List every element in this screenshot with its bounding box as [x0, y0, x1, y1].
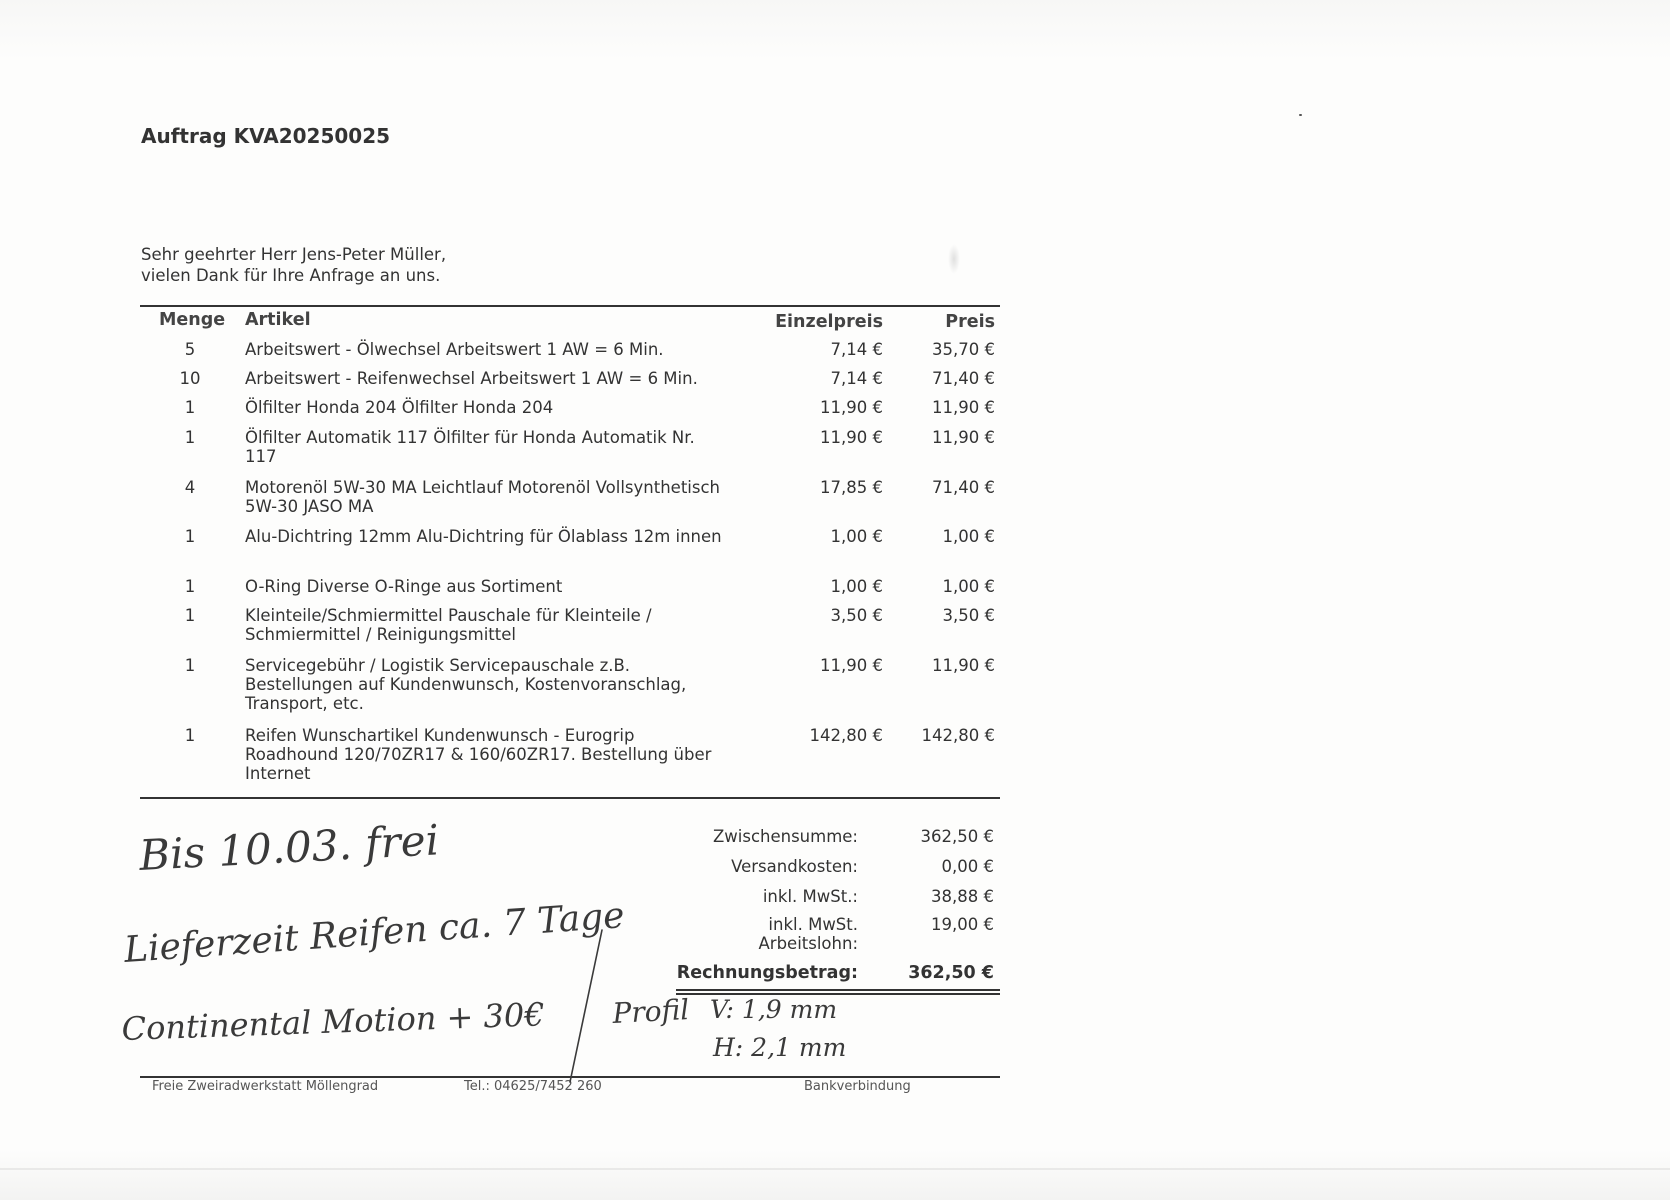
table-row — [140, 606, 1000, 656]
row-unit-price: 11,90 € — [820, 428, 883, 447]
row-unit-price: 11,90 € — [820, 398, 883, 417]
table-row — [140, 478, 1000, 527]
greeting-line-2: vielen Dank für Ihre Anfrage an uns. — [141, 266, 441, 285]
row-unit-price: 1,00 € — [830, 527, 883, 546]
row-price: 11,90 € — [932, 398, 995, 417]
greeting — [141, 244, 446, 286]
table-row — [140, 577, 1000, 606]
row-unit-price: 7,14 € — [830, 340, 883, 359]
row-description: Motorenöl 5W-30 MA Leichtlauf Motorenöl Vollsynthetisch 5W-30 JASO MA — [245, 478, 720, 516]
row-price: 3,50 € — [942, 606, 995, 625]
row-qty: 1 — [184, 527, 196, 546]
vat-label: inkl. MwSt.: — [762, 887, 858, 906]
row-qty: 1 — [184, 428, 196, 447]
handwritten-profile-label: Profil — [611, 993, 690, 1030]
row-unit-price: 3,50 € — [830, 606, 883, 625]
table-row — [140, 726, 1000, 796]
footer-company: Freie Zweiradwerkstatt Möllengrad — [152, 1079, 379, 1094]
row-qty: 1 — [184, 656, 196, 675]
scan-edge — [0, 1168, 1670, 1170]
handwritten-profile-front: V: 1,9 mm — [710, 995, 838, 1024]
table-top-rule — [140, 305, 1000, 307]
total-label: Rechnungsbetrag: — [676, 963, 858, 983]
row-qty: 10 — [179, 369, 201, 388]
row-unit-price: 1,00 € — [830, 577, 883, 596]
vat-value: 38,88 € — [931, 887, 994, 906]
shipping-label: Versandkosten: — [731, 857, 858, 876]
total-value: 362,50 € — [908, 963, 994, 983]
row-price: 71,40 € — [932, 478, 995, 497]
row-unit-price: 7,14 € — [830, 369, 883, 388]
vat-labor-value: 19,00 € — [931, 915, 994, 934]
table-row — [140, 398, 1000, 428]
footer-bank: Bankverbindung — [804, 1079, 911, 1094]
row-description: O-Ring Diverse O-Ringe aus Sortiment — [245, 577, 563, 596]
scan-smudge — [948, 244, 960, 274]
row-description: Kleinteile/Schmiermittel Pauschale für Kleinteile / Schmiermittel / Reinigungsmittel — [245, 606, 652, 644]
row-unit-price: 11,90 € — [820, 656, 883, 675]
handwritten-line-2: Lieferzeit Reifen ca. 7 Tage — [122, 895, 626, 971]
row-description: Arbeitswert - Ölwechsel Arbeitswert 1 AW = 6 Min. — [245, 340, 664, 359]
row-description: Servicegebühr / Logistik Servicepauschale z.B. Bestellungen auf Kundenwunsch, Kostenvoranschlag, Transport, etc. — [245, 656, 687, 713]
row-qty: 1 — [184, 726, 196, 745]
handwritten-profile-rear: H: 2,1 mm — [713, 1033, 847, 1062]
row-price: 1,00 € — [942, 577, 995, 596]
row-qty: 1 — [184, 606, 196, 625]
row-price: 1,00 € — [942, 527, 995, 546]
handwritten-line-3: Continental Motion + 30€ — [120, 995, 546, 1048]
handwritten-divider — [570, 930, 602, 1082]
row-price: 11,90 € — [932, 428, 995, 447]
column-header-qty: Menge — [159, 310, 226, 330]
row-qty: 5 — [184, 340, 196, 359]
scan-speck — [1299, 114, 1302, 116]
subtotal-value: 362,50 € — [920, 827, 994, 846]
row-unit-price: 17,85 € — [820, 478, 883, 497]
row-price: 142,80 € — [921, 726, 995, 745]
row-qty: 1 — [184, 577, 196, 596]
row-description: Alu-Dichtring 12mm Alu-Dichtring für Ölablass 12m innen — [245, 527, 722, 546]
table-row — [140, 340, 1000, 369]
row-qty: 1 — [184, 398, 196, 417]
vat-labor-label: inkl. MwSt. Arbeitslohn: — [758, 915, 858, 953]
footer-phone: Tel.: 04625/7452 260 — [464, 1079, 602, 1094]
table-bottom-rule — [140, 797, 1000, 799]
row-description: Arbeitswert - Reifenwechsel Arbeitswert 1 AW = 6 Min. — [245, 369, 698, 388]
table-row — [140, 527, 1000, 577]
row-description: Ölfilter Honda 204 Ölfilter Honda 204 — [245, 398, 554, 417]
handwritten-note — [110, 815, 911, 1094]
table-row — [140, 369, 1000, 398]
row-qty: 4 — [184, 478, 196, 497]
shipping-value: 0,00 € — [941, 857, 994, 876]
handwritten-line-1: Bis 10.03. frei — [137, 815, 441, 880]
column-header-price: Preis — [945, 312, 995, 332]
row-price: 35,70 € — [932, 340, 995, 359]
row-description: Ölfilter Automatik 117 Ölfilter für Honda Automatik Nr. 117 — [245, 428, 695, 466]
table-row — [140, 428, 1000, 478]
document-title: Auftrag KVA20250025 — [141, 124, 391, 148]
row-unit-price: 142,80 € — [809, 726, 883, 745]
table-row — [140, 656, 1000, 726]
row-price: 11,90 € — [932, 656, 995, 675]
column-header-unit-price: Einzelpreis — [775, 312, 883, 332]
line-items — [140, 340, 1000, 796]
column-header-item: Artikel — [245, 310, 311, 330]
row-description: Reifen Wunschartikel Kundenwunsch - Eurogrip Roadhound 120/70ZR17 & 160/60ZR17. Bestellung über Internet — [245, 726, 712, 783]
greeting-line-1: Sehr geehrter Herr Jens-Peter Müller, — [141, 245, 447, 264]
row-price: 71,40 € — [932, 369, 995, 388]
subtotal-label: Zwischensumme: — [712, 827, 858, 846]
